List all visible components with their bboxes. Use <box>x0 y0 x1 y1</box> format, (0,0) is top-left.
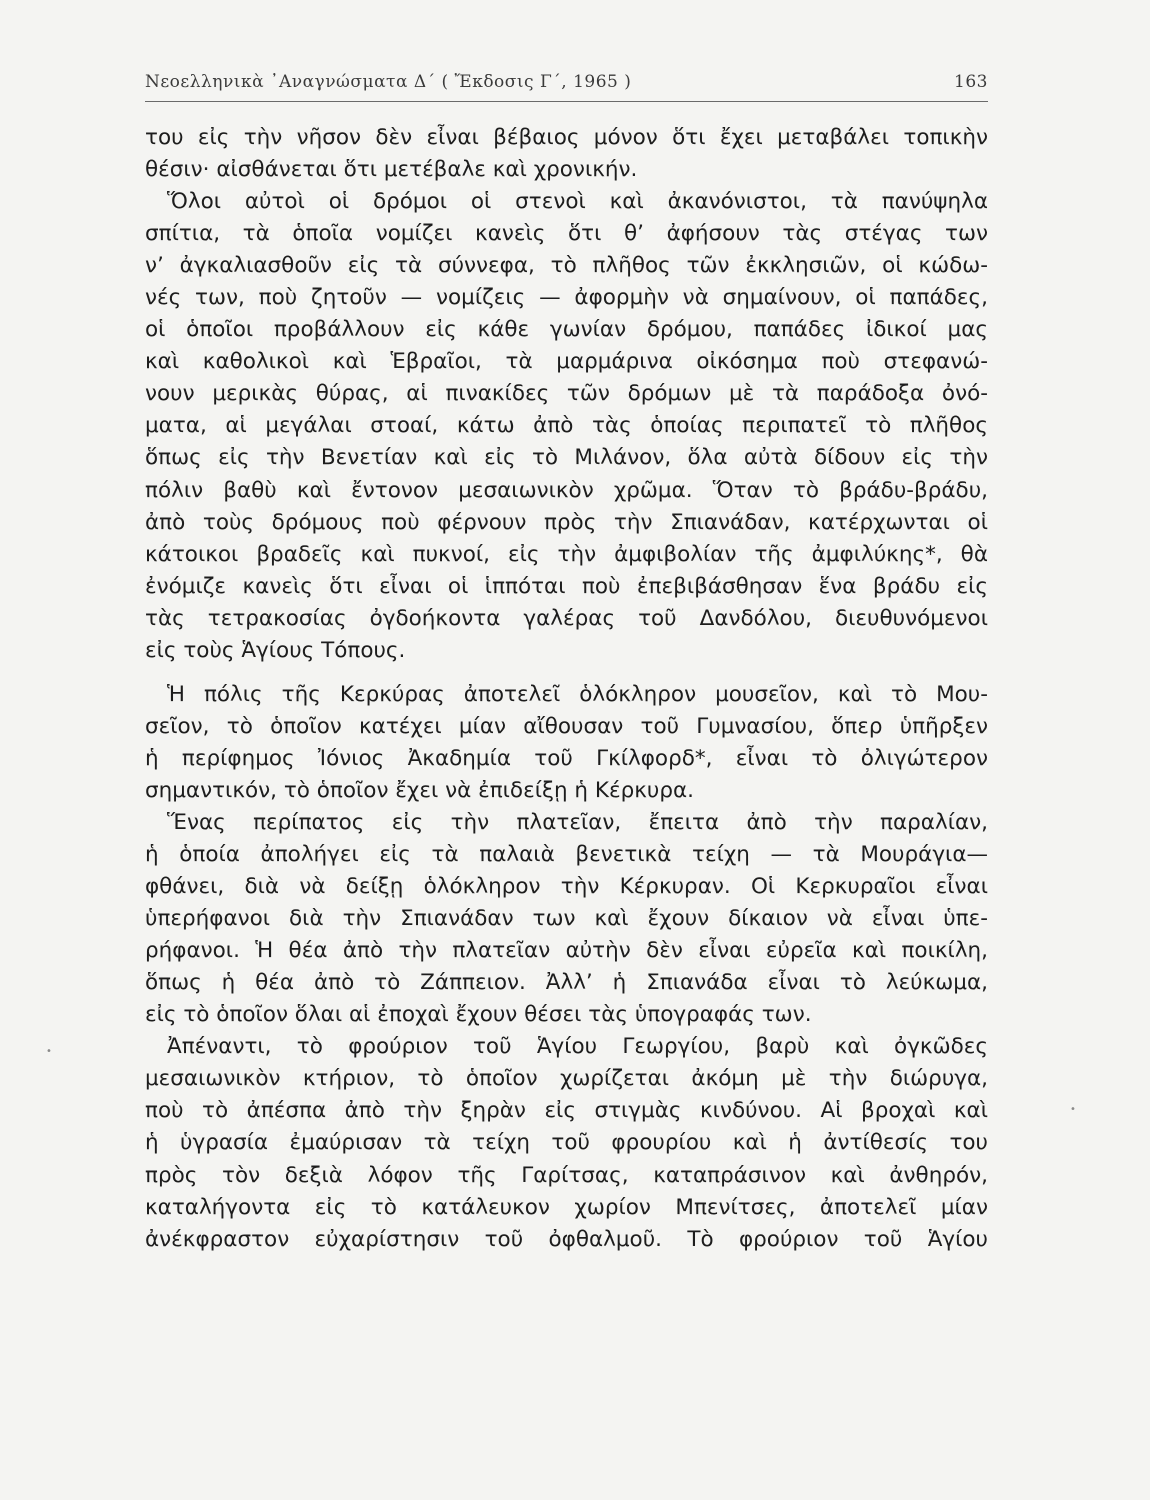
text-line: πόλιν βαθὺ καὶ ἔντονον μεσαιωνικὸν χρῶμα. Ὅταν τὸ βράδυ-βράδυ, <box>145 477 988 503</box>
text-line: ν’ ἀγκαλιασθοῦν εἰς τὰ σύννεφα, τὸ πλῆθος τῶν ἐκκλησιῶν, οἱ κώδω- <box>145 253 988 279</box>
text-line: Ἀπέναντι, τὸ φρούριον τοῦ Ἁγίου Γεωργίου, βαρὺ καὶ ὀγκῶδες <box>167 1034 988 1060</box>
running-title: Νεοελληνικὰ ᾿Αναγνώσματα Δ΄ ( Ἔκδοσις Γ΄, 1965 ) <box>145 72 632 92</box>
text-line: Ἕνας περίπατος εἰς τὴν πλατεῖαν, ἔπειτα ἀπὸ τὴν παραλίαν, <box>167 809 988 835</box>
text-line: μεσαιωνικὸν κτήριον, τὸ ὁποῖον χωρίζεται ἀκόμη μὲ τὴν διώρυγα, <box>145 1066 988 1092</box>
header-rule <box>145 101 988 102</box>
text-line: του εἰς τὴν νῆσον δὲν εἶναι βέβαιος μόνον ὅτι ἔχει μεταβάλει τοπικὴν <box>145 125 988 150</box>
text-line: εἰς τὸ ὁποῖον ὅλαι αἱ ἐποχαὶ ἔχουν θέσει τὰς ὑπογραφάς των. <box>145 1002 812 1028</box>
text-line: σημαντικόν, τὸ ὁποῖον ἔχει νὰ ἐπιδείξῃ ἡ Κέρκυρα. <box>145 777 695 803</box>
text-line: Ὅλοι αὐτοὶ οἱ δρόμοι οἱ στενοὶ καὶ ἀκανόνιστοι, τὰ πανύψηλα <box>167 189 988 215</box>
paragraph-gap <box>145 667 988 679</box>
text-line: νές των, ποὺ ζητοῦν — νομίζεις — ἀφορμὴν νὰ σημαίνουν, οἱ παπάδες, <box>145 285 988 311</box>
text-line: ρήφανοι. Ἡ θέα ἀπὸ τὴν πλατεῖαν αὐτὴν δὲν εἶναι εὐρεῖα καὶ ποικίλη, <box>145 938 988 964</box>
body-text <box>145 122 988 1256</box>
text-line: οἱ ὁποῖοι προβάλλουν εἰς κάθε γωνίαν δρόμου, παπάδες ἰδικοί μας <box>145 317 988 343</box>
text-line: φθάνει, διὰ νὰ δείξῃ ὁλόκληρον τὴν Κέρκυραν. Οἱ Κερκυραῖοι εἶναι <box>145 874 988 900</box>
text-line: σεῖον, τὸ ὁποῖον κατέχει μίαν αἴθουσαν τοῦ Γυμνασίου, ὅπερ ὑπῆρξεν <box>145 713 988 739</box>
margin-speck: • <box>46 1046 52 1057</box>
margin-speck: • <box>1070 1104 1076 1115</box>
text-line: τὰς τετρακοσίας ὀγδοήκοντα γαλέρας τοῦ Δανδόλου, διευθυνόμενοι <box>145 605 988 631</box>
page-header <box>145 72 988 102</box>
text-line: ποὺ τὸ ἀπέσπα ἀπὸ τὴν ξηρὰν εἰς στιγμὰς κινδύνου. Αἱ βροχαὶ καὶ <box>145 1098 988 1124</box>
text-line: ἀπὸ τοὺς δρόμους ποὺ φέρνουν πρὸς τὴν Σπιανάδαν, κατέρχωνται οἱ <box>145 509 988 535</box>
text-line: καὶ καθολικοὶ καὶ Ἑβραῖοι, τὰ μαρμάρινα οἰκόσημα ποὺ στεφανώ- <box>145 349 988 375</box>
text-line: θέσιν· αἰσθάνεται ὅτι μετέβαλε καὶ χρονικήν. <box>145 157 638 183</box>
text-line: ὅπως εἰς τὴν Βενετίαν καὶ εἰς τὸ Μιλάνον, ὅλα αὐτὰ δίδουν εἰς τὴν <box>145 445 988 471</box>
text-line: ματα, αἱ μεγάλαι στοαί, κάτω ἀπὸ τὰς ὁποίας περιπατεῖ τὸ πλῆθος <box>145 413 988 439</box>
text-line: κάτοικοι βραδεῖς καὶ πυκνοί, εἰς τὴν ἀμφιβολίαν τῆς ἀμφιλύκης*, θὰ <box>145 541 988 567</box>
text-line: ἀνέκφραστον εὐχαρίστησιν τοῦ ὀφθαλμοῦ. Τὸ φρούριον τοῦ Ἁγίου <box>145 1226 988 1252</box>
text-line: ἐνόμιζε κανεὶς ὅτι εἶναι οἱ ἱππόται ποὺ ἐπεβιβάσθησαν ἕνα βράδυ εἰς <box>145 573 988 599</box>
text-line: ὑπερήφανοι διὰ τὴν Σπιανάδαν των καὶ ἔχουν δίκαιον νὰ εἶναι ὑπε- <box>145 906 988 932</box>
text-line: Ἡ πόλις τῆς Κερκύρας ἀποτελεῖ ὁλόκληρον μουσεῖον, καὶ τὸ Μου- <box>167 681 988 707</box>
text-line: εἰς τοὺς Ἁγίους Τόπους. <box>145 637 406 663</box>
text-line: ὅπως ἡ θέα ἀπὸ τὸ Ζάππειον. Ἀλλ’ ἡ Σπιανάδα εἶναι τὸ λεύκωμα, <box>145 970 988 996</box>
text-line: ἡ περίφημος Ἰόνιος Ἀκαδημία τοῦ Γκίλφορδ*, εἶναι τὸ ὀλιγώτερον <box>145 745 988 771</box>
text-line: ἡ ὁποία ἀπολήγει εἰς τὰ παλαιὰ βενετικὰ τείχη — τὰ Μουράγια— <box>145 842 988 868</box>
text-line: πρὸς τὸν δεξιὰ λόφον τῆς Γαρίτσας, καταπράσινον καὶ ἀνθηρόν, <box>145 1162 988 1188</box>
text-line: σπίτια, τὰ ὁποῖα νομίζει κανεὶς ὅτι θ’ ἀφήσουν τὰς στέγας των <box>145 221 988 247</box>
text-line: ἡ ὑγρασία ἐμαύρισαν τὰ τείχη τοῦ φρουρίου καὶ ἡ ἀντίθεσίς του <box>145 1130 988 1156</box>
page-number: 163 <box>954 72 988 92</box>
text-line: καταλήγοντα εἰς τὸ κατάλευκον χωρίον Μπενίτσες, ἀποτελεῖ μίαν <box>145 1194 988 1220</box>
text-line: νουν μερικὰς θύρας, αἱ πινακίδες τῶν δρόμων μὲ τὰ παράδοξα ὀνό- <box>145 381 988 407</box>
